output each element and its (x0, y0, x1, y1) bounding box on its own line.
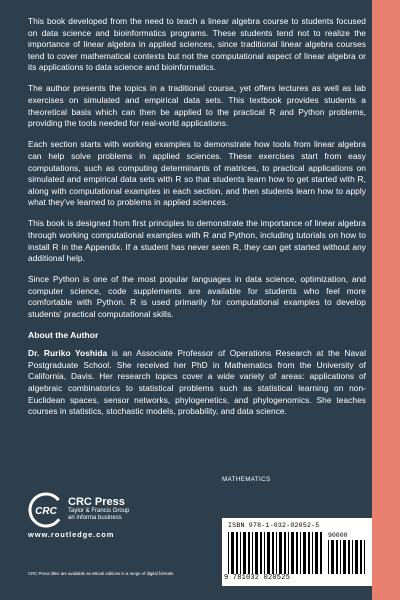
barcode-bar (331, 540, 334, 574)
barcode-bar (303, 532, 306, 574)
barcode-digits: 9 781032 020525 (224, 574, 291, 582)
price-code: 90000 (328, 532, 348, 539)
about-author-heading: About the Author (28, 330, 99, 341)
publisher-block (28, 486, 208, 556)
crc-press-logo-icon (28, 492, 64, 528)
subject-label: MATHEMATICS (222, 476, 271, 483)
barcode-bar (340, 540, 341, 574)
barcode-bar (328, 540, 329, 574)
publisher-text (68, 496, 129, 522)
barcode-bar (228, 532, 229, 574)
barcode-bar (252, 532, 253, 574)
addon-barcode-icon (328, 540, 366, 574)
barcode-bar (296, 532, 298, 574)
description-paragraph: This book is designed from first principles to demonstrate the importance of linear algebra through working computational examples with R and Python, including tutorials on how to install R in the Appendix. If a student has never seen R, they can get started without any additional help. (28, 218, 366, 264)
publisher-group: Taylor & Francis Group (68, 508, 130, 514)
spine-strip (372, 0, 400, 600)
barcode-bar (272, 532, 274, 574)
barcode-bar (264, 532, 265, 574)
barcode-bar (267, 532, 270, 574)
ebook-note: CRC Press titles are available as eBook editions in a range of digital formats (28, 571, 174, 576)
barcode-bar (336, 540, 338, 574)
author-bio-text: is an Associate Professor of Operations Research at the Naval Postgraduate School. She received her PhD in Mathematics from the University of California, Davis. Her research topics cover a wide variety of areas: applications of algebraic combinatorics to statistical problems such as statistical learning on non-Euclidean spaces, sensor networks, phylogenetics, and phylogenomics. She teaches courses in statistics, stochastic models, probability, and data science. (28, 348, 366, 417)
barcode-bar (231, 532, 234, 574)
description-paragraph: The author presents the topics in a traditional course, yet offers lectures as well as lab exercises on simulated and empirical data sets. This textbook provides students a theoretical basis which can then be applied to the practical R and Python problems, providing the tools needed for real-world applications. (28, 83, 366, 129)
barcode-bar (308, 532, 310, 574)
barcode-bar (279, 532, 282, 574)
description-paragraph: This book developed from the need to teach a linear algebra course to students focused on data science and bioinformatics programs. These students tend not to realize the importance of linear algebra in applied sciences, since traditional linear algebra courses tend to cover mathematical contexts but not the computational aspect of linear algebra or its applications to data science and bioinformatics. (28, 16, 366, 73)
publisher-business: an informa business (68, 515, 122, 521)
barcode-bar (284, 532, 286, 574)
publisher-name: CRC Press (68, 496, 125, 508)
barcode-icon (228, 532, 324, 574)
barcode-bar (276, 532, 277, 574)
barcode-bar (364, 540, 365, 574)
barcode-bar (260, 532, 262, 574)
barcode-bar (291, 532, 294, 574)
barcode-bar (312, 532, 313, 574)
barcode-bar (236, 532, 238, 574)
publisher-url: www.routledge.com (28, 530, 115, 539)
barcode-bar (352, 540, 353, 574)
barcode-bar (240, 532, 241, 574)
author-bio (28, 348, 366, 418)
barcode-bar (355, 540, 358, 574)
back-cover-footer (0, 476, 372, 600)
back-cover-text (28, 16, 366, 427)
description-paragraph: Since Python is one of the most popular languages in data science, optimization, and computer science, code supplements are available for students who feel more comfortable with Python. R is used primarily for computational examples to develop students' practical computational skills. (28, 274, 366, 320)
barcode-bar (288, 532, 289, 574)
isbn-text: ISBN 978-1-032-02052-5 (228, 522, 320, 529)
barcode-bar (360, 540, 362, 574)
barcode-bar (300, 532, 301, 574)
logo-text: CRC (35, 506, 57, 517)
barcode-bar (255, 532, 258, 574)
barcode-bar (243, 532, 246, 574)
barcode-bar (320, 532, 322, 574)
author-name: Dr. Ruriko Yoshida (28, 348, 108, 359)
description-paragraph: Each section starts with working examples to demonstrate how tools from linear algebra can help solve problems in applied sciences. These exercises start from easy computations, such as computing determinants of matrices, to practical applications on simulated and empirical data sets with R so that students learn how to get started with R, along with computational examples in each section, and then students learn how to apply what they've learned to problems in applied sciences. (28, 139, 366, 208)
isbn-barcode (222, 518, 372, 586)
barcode-bar (315, 532, 318, 574)
barcode-bar (343, 540, 346, 574)
barcode-bar (248, 532, 250, 574)
barcode-bar (348, 540, 350, 574)
